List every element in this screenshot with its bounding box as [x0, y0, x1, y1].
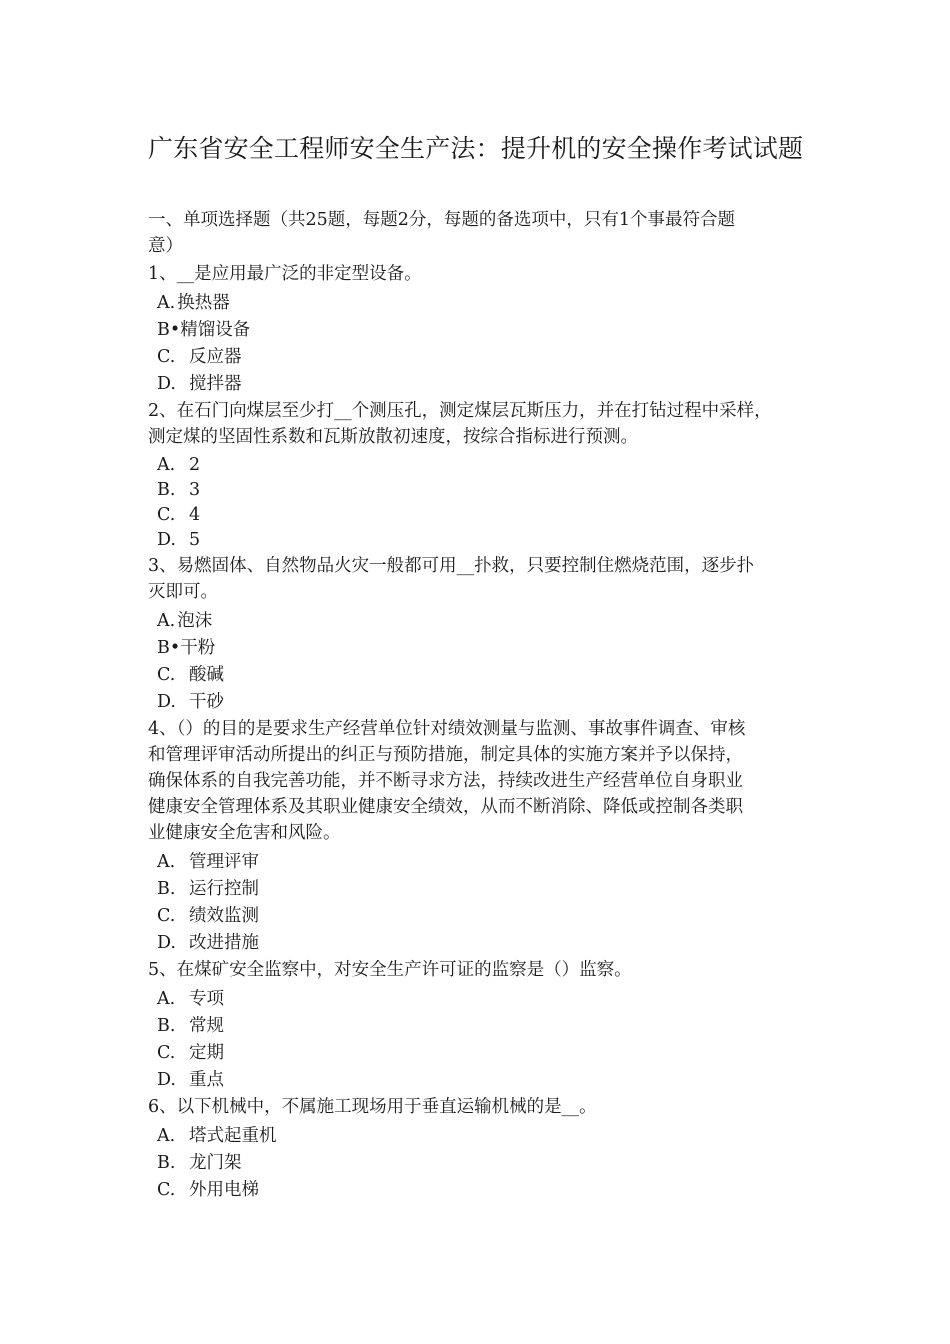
option-b — [148, 876, 820, 903]
option-text: 龙门架 — [189, 1153, 242, 1173]
option-key: C. — [157, 1043, 176, 1063]
option-text: 改进措施 — [189, 933, 259, 953]
option-key: C. — [157, 665, 176, 685]
option-a — [148, 453, 820, 478]
option-text: 绩效监测 — [189, 906, 259, 926]
question-6 — [148, 1094, 820, 1204]
option-list — [148, 453, 820, 553]
option-text: 3 — [189, 480, 201, 500]
option-text: 定期 — [189, 1043, 224, 1063]
option-c — [148, 503, 820, 528]
question-text-line: 健康安全管理体系及其职业健康安全绩效，从而不断消除、降低或控制各类职 — [148, 797, 743, 817]
option-key: D. — [157, 530, 176, 550]
option-key: B. — [157, 879, 176, 899]
option-key: C. — [157, 505, 176, 525]
option-list — [148, 986, 820, 1094]
question-text-line: 确保体系的自我完善功能，并不断寻求方法，持续改进生产经营单位自身职业 — [148, 771, 743, 791]
question-text-line: 和管理评审活动所提出的纠正与预防措施，制定具体的实施方案并予以保持， — [148, 745, 743, 765]
option-key: D. — [157, 1070, 176, 1090]
option-text: 换热器 — [177, 293, 230, 313]
question-text — [148, 716, 820, 846]
question-text — [148, 553, 820, 605]
option-text: 重点 — [189, 1070, 224, 1090]
option-text: 塔式起重机 — [189, 1126, 277, 1146]
question-text-line: 3、易燃固体、自然物品火灾一般都可用__扑救，只要控制住燃烧范围，逐步扑 — [148, 556, 755, 576]
option-d — [148, 371, 820, 398]
question-3 — [148, 553, 820, 716]
option-text: 管理评审 — [189, 852, 259, 872]
option-a — [148, 1123, 820, 1150]
option-text: 精馏设备 — [180, 320, 251, 340]
option-text: 外用电梯 — [189, 1180, 259, 1200]
option-text: 酸碱 — [189, 665, 224, 685]
option-key: C. — [157, 906, 176, 926]
option-d — [148, 1067, 820, 1094]
option-key: A. — [157, 1126, 176, 1146]
document-title: 广东省安全工程师安全生产法：提升机的安全操作考试试题 — [148, 134, 804, 163]
option-a — [148, 986, 820, 1013]
option-a — [148, 849, 820, 876]
option-key: A. — [157, 611, 176, 631]
question-text-line: 灭即可。 — [148, 582, 218, 602]
option-key: A. — [157, 293, 176, 313]
question-text-line: 业健康安全危害和风险。 — [148, 823, 341, 843]
option-c — [148, 1040, 820, 1067]
option-list — [148, 608, 820, 716]
question-text: 1、__是应用最广泛的非定型设备。 — [148, 264, 422, 284]
question-1 — [148, 261, 820, 398]
option-text: 运行控制 — [189, 879, 259, 899]
option-b — [148, 478, 820, 503]
option-a — [148, 290, 820, 317]
section-heading-line: 一、单项选择题（共25题，每题2分，每题的备选项中，只有1个事最符合题 — [148, 210, 736, 230]
option-text: 5 — [189, 530, 201, 550]
option-text: 常规 — [189, 1016, 224, 1036]
option-key: B. — [157, 480, 176, 500]
option-text: 泡沫 — [177, 611, 213, 631]
option-key: A. — [157, 989, 176, 1009]
question-text-line: 2、在石门向煤层至少打__个测压孔，测定煤层瓦斯压力，并在打钻过程中采样， — [148, 401, 772, 421]
question-5 — [148, 957, 820, 1094]
option-text: 反应器 — [189, 347, 242, 367]
option-d — [148, 528, 820, 553]
option-text: 搅拌器 — [189, 374, 242, 394]
option-text: 4 — [189, 505, 201, 525]
option-d — [148, 930, 820, 957]
section-heading — [148, 207, 820, 259]
option-key: A. — [157, 852, 176, 872]
option-c — [148, 344, 820, 371]
question-text-line: 测定煤的坚固性系数和瓦斯放散初速度，按综合指标进行预测。 — [148, 427, 638, 447]
question-text: 5、在煤矿安全监察中，对安全生产许可证的监察是（）监察。 — [148, 960, 632, 980]
option-c — [148, 662, 820, 689]
option-key: D. — [157, 692, 176, 712]
option-key: B • — [157, 635, 180, 662]
option-c — [148, 1177, 820, 1204]
option-key: D. — [157, 374, 176, 394]
option-list — [148, 849, 820, 957]
option-d — [148, 689, 820, 716]
option-key: B. — [157, 1153, 176, 1173]
option-key: B. — [157, 1016, 176, 1036]
option-text: 干粉 — [180, 638, 216, 658]
option-list — [148, 1123, 820, 1204]
question-4 — [148, 716, 820, 957]
option-b — [148, 317, 820, 344]
option-b — [148, 1013, 820, 1040]
option-text: 2 — [189, 455, 201, 475]
option-a — [148, 608, 820, 635]
option-key: D. — [157, 933, 176, 953]
question-text: 6、以下机械中，不属施工现场用于垂直运输机械的是__。 — [148, 1097, 597, 1117]
option-key: C. — [157, 347, 176, 367]
question-text-line: 4、（）的目的是要求生产经营单位针对绩效测量与监测、事故事件调查、审核 — [148, 719, 746, 739]
question-2 — [148, 398, 820, 553]
option-c — [148, 903, 820, 930]
option-b — [148, 635, 820, 662]
option-key: C. — [157, 1180, 176, 1200]
option-text: 干砂 — [189, 692, 224, 712]
option-list — [148, 290, 820, 398]
option-key: A. — [157, 455, 176, 475]
option-b — [148, 1150, 820, 1177]
section-heading-line: 意） — [148, 236, 183, 256]
option-text: 专项 — [189, 989, 224, 1009]
option-key: B • — [157, 317, 180, 344]
question-text — [148, 398, 820, 450]
document-body — [148, 207, 820, 1204]
